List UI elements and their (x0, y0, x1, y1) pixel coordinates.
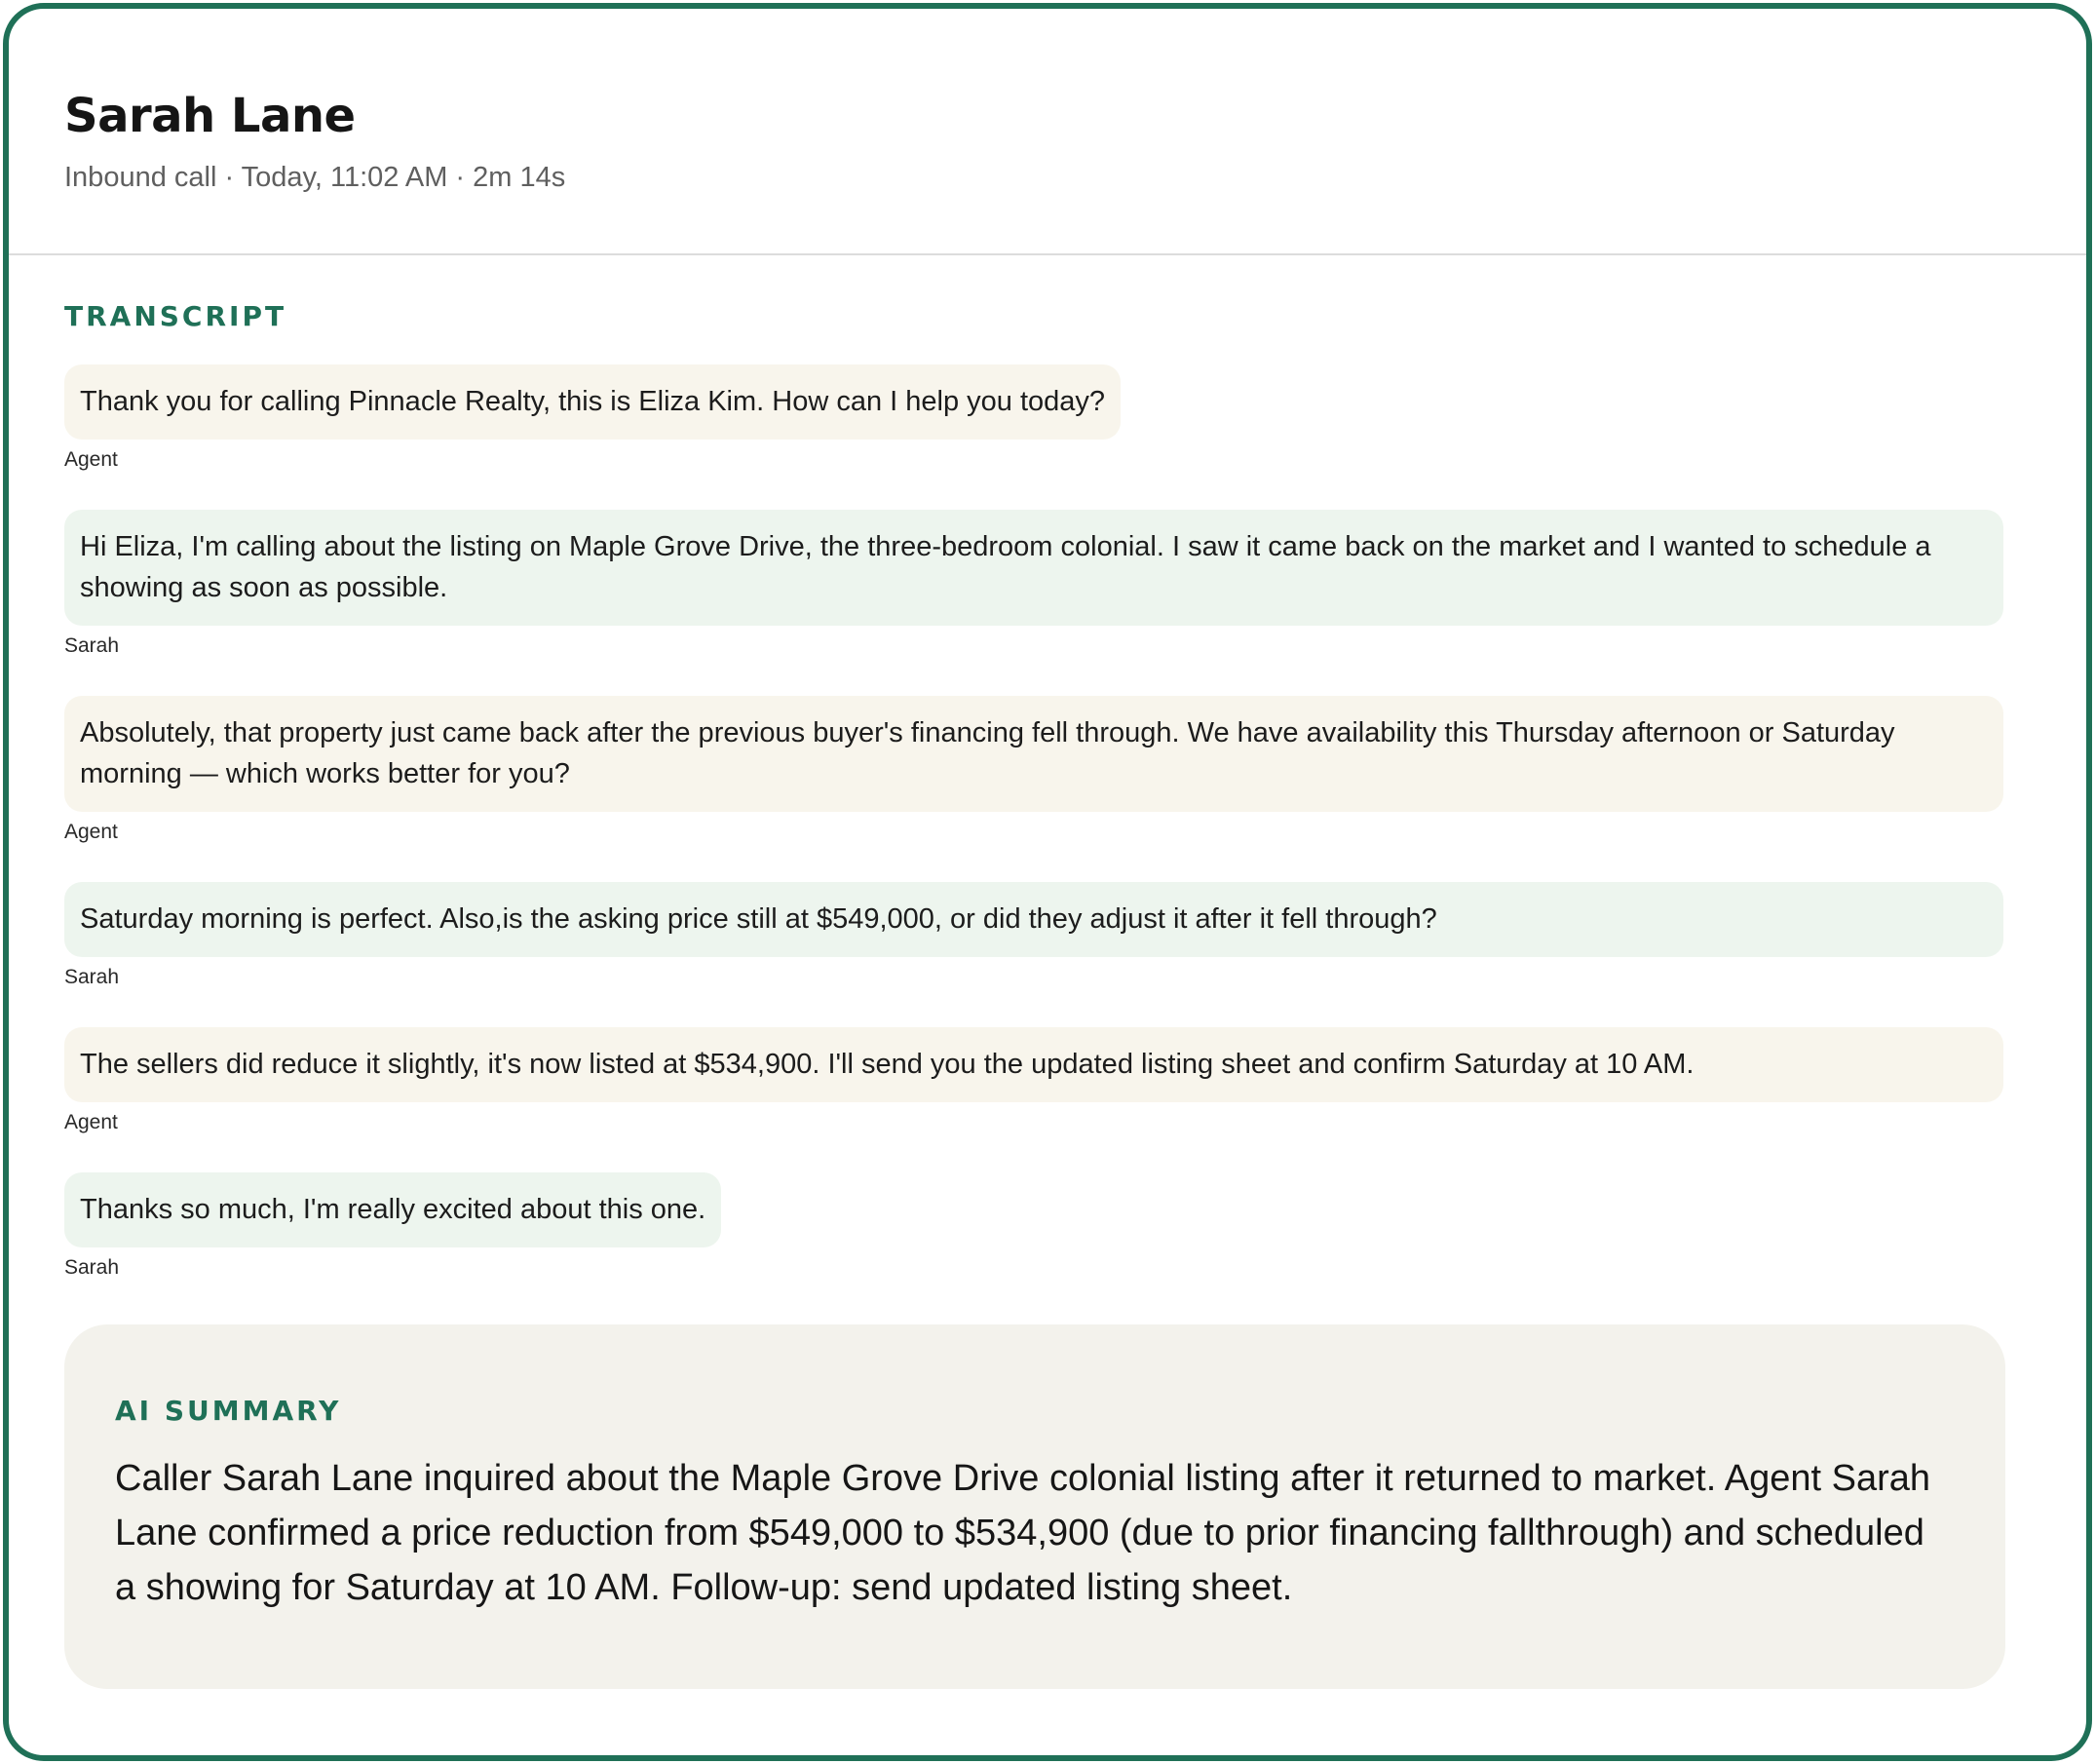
ai-summary-label: AI SUMMARY (115, 1395, 342, 1427)
transcript-label: TRANSCRIPT (64, 300, 287, 332)
message-bubble: The sellers did reduce it slightly, it's now listed at $534,900. I'll send you the updated listing sheet and confirm Saturday at 10 AM. (64, 1027, 2003, 1102)
message-item (64, 364, 2031, 473)
message-speaker: Sarah (64, 966, 120, 988)
transcript-list (64, 364, 2031, 1281)
message-item (64, 696, 2031, 845)
message-bubble: Absolutely, that property just came back after the previous buyer's financing fell through. We have availability this Thursday afternoon or Saturday morning — which works better for you? (64, 696, 2003, 812)
message-bubble: Thanks so much, I'm really excited about this one. (64, 1172, 721, 1247)
message-speaker: Agent (64, 448, 118, 471)
transcript-section (9, 255, 2086, 1281)
ai-summary-text: Caller Sarah Lane inquired about the Maple Grove Drive colonial listing after it returned to market. Agent Sarah Lane confirmed a price reduction from $549,000 to $534,900 (due to prior financing fallthrough) and scheduled a showing for Saturday at 10 AM. Follow-up: send updated listing sheet. (115, 1458, 1931, 1608)
message-speaker: Sarah (64, 634, 120, 657)
message-item (64, 510, 2031, 659)
message-bubble: Thank you for calling Pinnacle Realty, this is Eliza Kim. How can I help you today? (64, 364, 1121, 440)
message-speaker: Sarah (64, 1256, 120, 1279)
message-item (64, 1172, 2031, 1281)
message-bubble: Saturday morning is perfect. Also,is the asking price still at $549,000, or did they adjust it after it fell through? (64, 882, 2003, 957)
message-speaker: Agent (64, 1111, 118, 1133)
caller-name: Sarah Lane (64, 89, 356, 143)
message-item (64, 882, 2031, 990)
message-speaker: Agent (64, 821, 118, 843)
call-meta: Inbound call · Today, 11:02 AM · 2m 14s (64, 162, 566, 193)
call-detail-card (3, 3, 2092, 1761)
message-bubble: Hi Eliza, I'm calling about the listing on Maple Grove Drive, the three-bedroom colonial. I saw it came back on the market and I wanted to schedule a showing as soon as possible. (64, 510, 2003, 626)
message-item (64, 1027, 2031, 1135)
call-header (9, 9, 2086, 255)
ai-summary-panel (64, 1324, 2005, 1689)
